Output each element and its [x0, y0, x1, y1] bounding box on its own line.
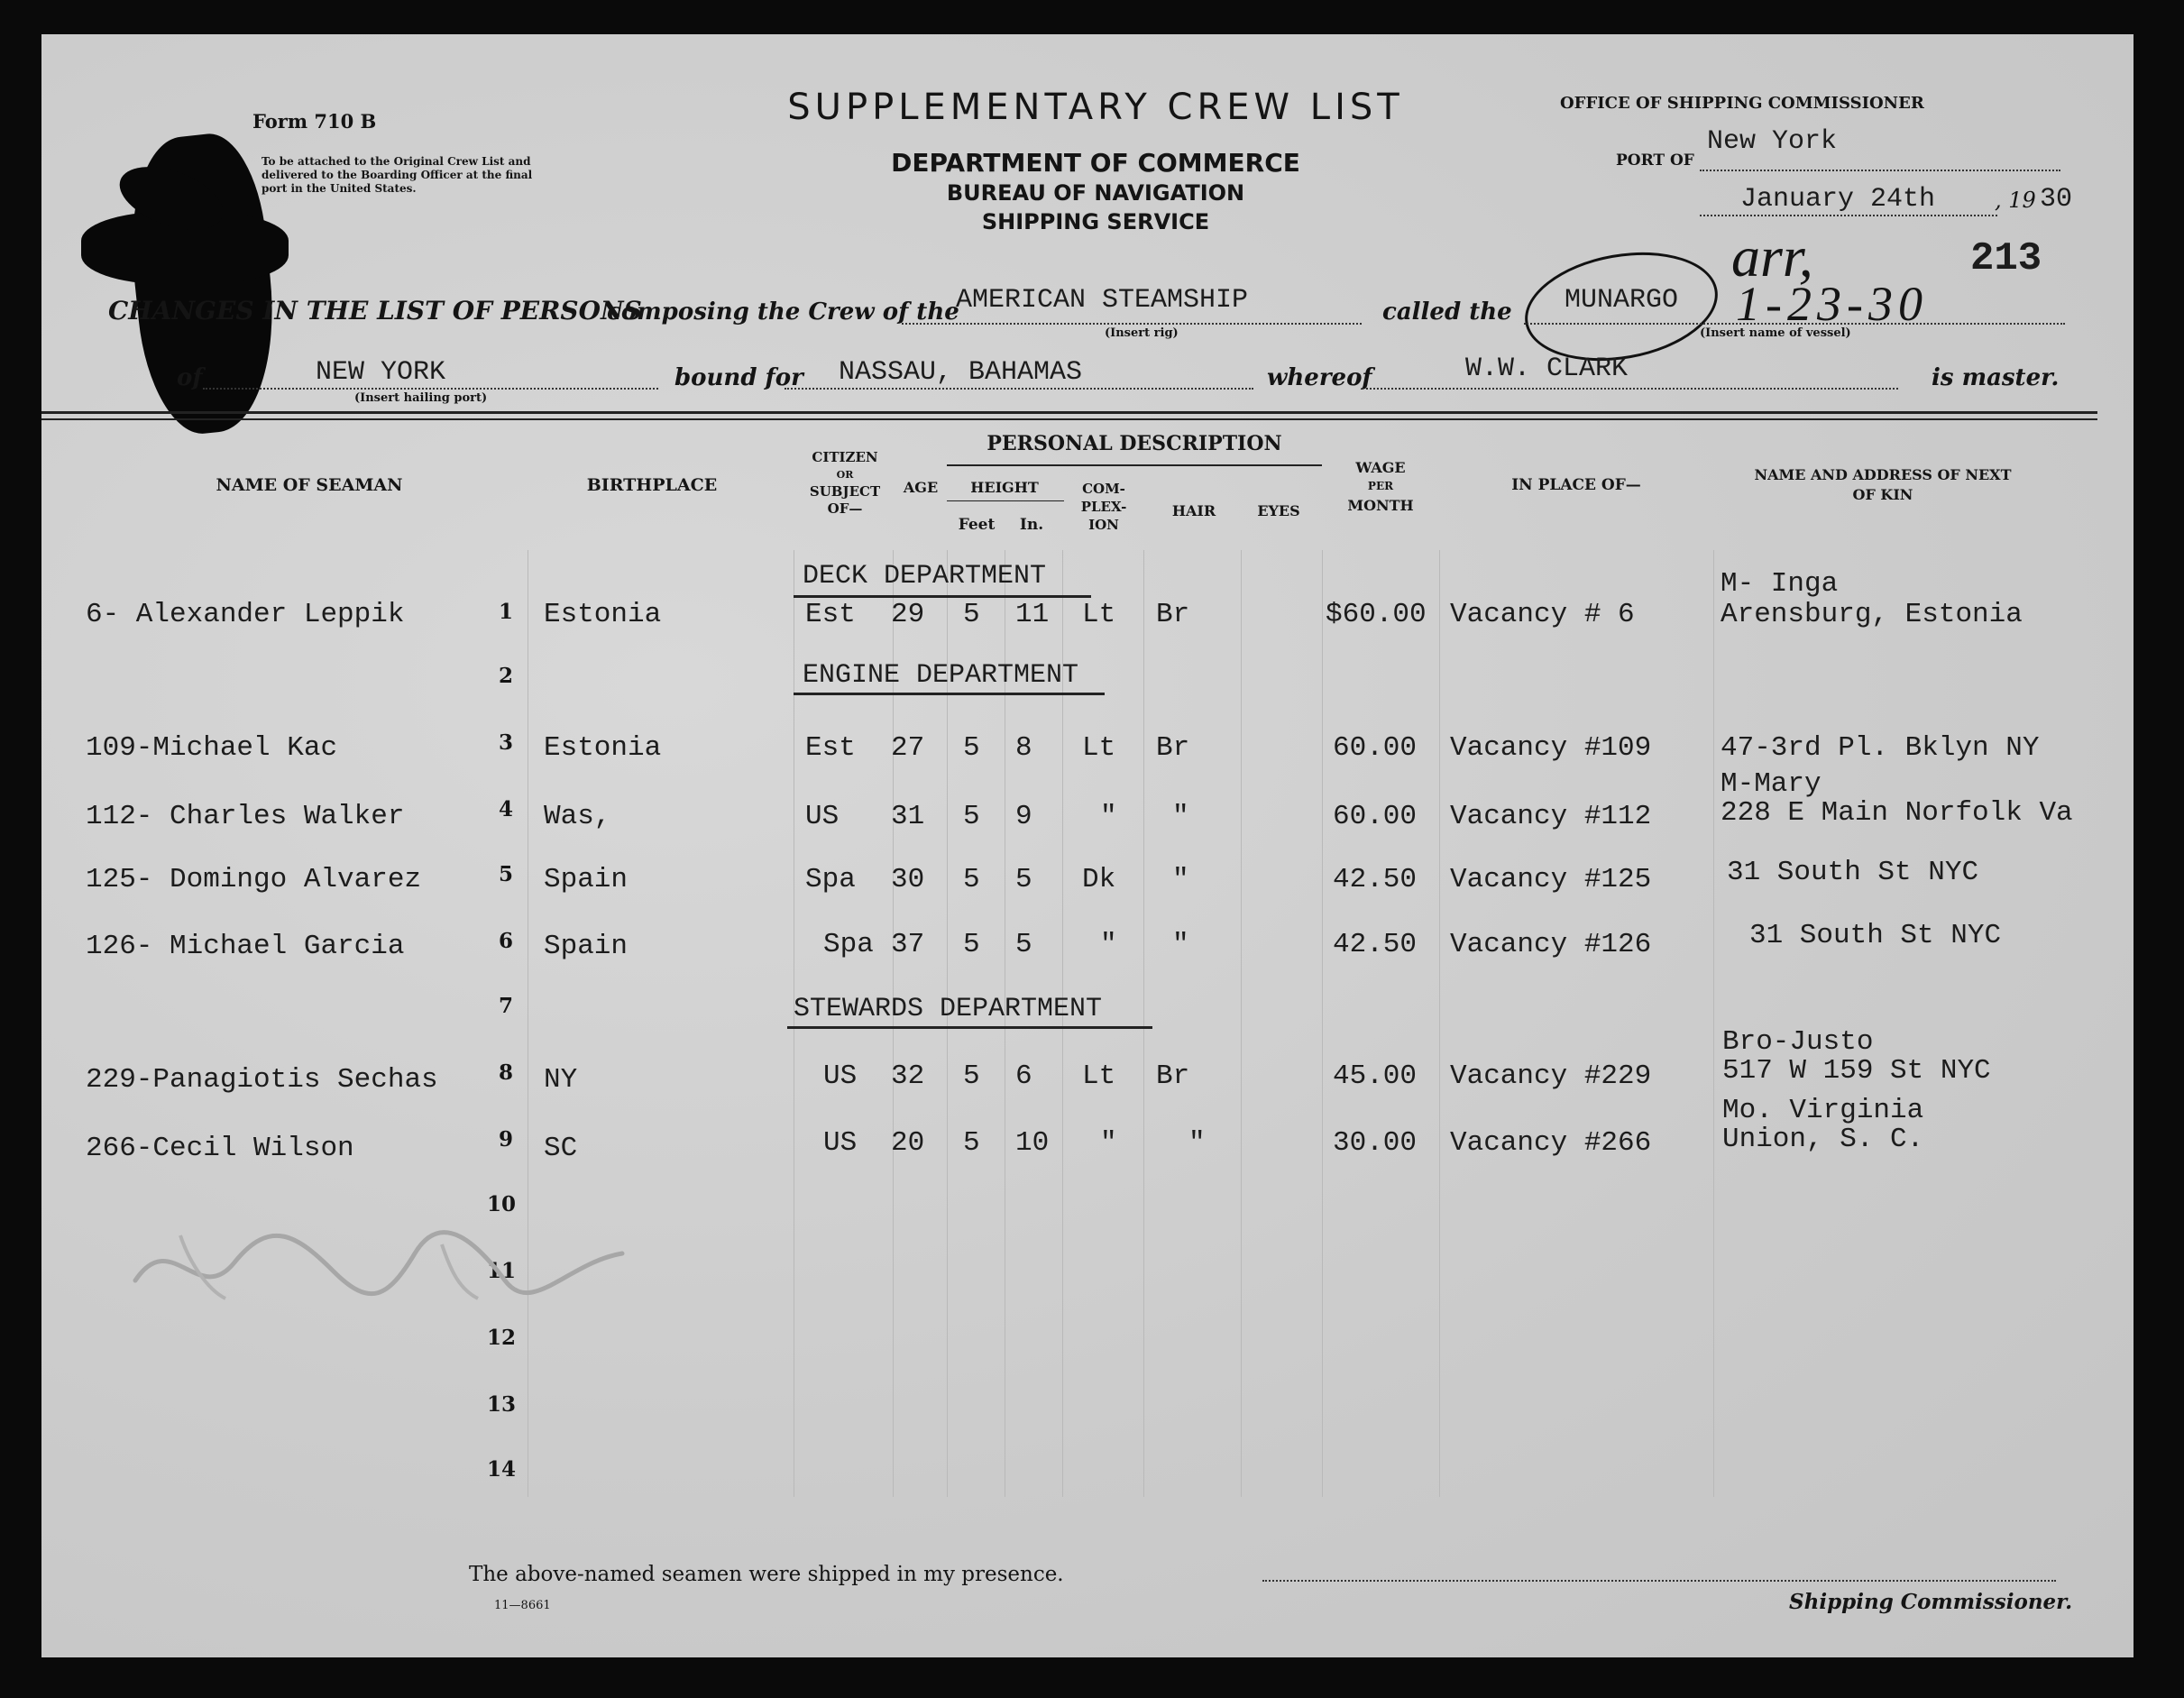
composing-label: composing the Crew of the — [607, 298, 959, 326]
vessel-hint: (Insert name of vessel) — [1700, 326, 1851, 340]
col-name-header: NAME OF SEAMAN — [216, 475, 403, 495]
date-dotted-line — [1700, 215, 1997, 216]
kin-line-1: Mo. Virginia — [1722, 1095, 1924, 1126]
hair: " — [1172, 929, 1189, 960]
col-wage-header: WAGE PER MONTH — [1347, 459, 1414, 514]
height-feet: 5 — [963, 599, 980, 630]
col-feet-header: Feet — [958, 516, 996, 534]
row-number: 8 — [499, 1060, 514, 1085]
wage: 30.00 — [1333, 1127, 1418, 1159]
form-title: SUPPLEMENTARY CREW LIST — [787, 87, 1404, 128]
kin-line-2: 517 W 159 St NYC — [1722, 1055, 1991, 1087]
row-number: 2 — [499, 664, 514, 688]
row-number: 11 — [487, 1259, 517, 1283]
row-number: 13 — [487, 1392, 517, 1417]
complexion: " — [1100, 801, 1117, 832]
stamp-number: 213 — [1970, 236, 2042, 281]
master-suffix: is master. — [1932, 364, 2060, 391]
kin-line-2: 47-3rd Pl. Bklyn NY — [1721, 732, 2040, 764]
in-place-of: Vacancy #126 — [1450, 929, 1652, 960]
row-number: 9 — [499, 1127, 514, 1152]
height-inches: 5 — [1015, 864, 1032, 895]
date-value: January 24th — [1740, 184, 1936, 215]
faded-signature — [117, 1208, 649, 1317]
age: 27 — [891, 732, 925, 764]
vessel-value: MUNARGO — [1565, 285, 1679, 316]
row-number: 5 — [499, 862, 514, 886]
height-inches: 5 — [1015, 929, 1032, 960]
birthplace: Was, — [544, 801, 611, 832]
birthplace: Estonia — [544, 732, 662, 764]
signature-dotted-line — [1262, 1580, 2056, 1582]
column-guide — [1241, 550, 1242, 1497]
complexion: Lt — [1082, 599, 1116, 630]
col-hair-header: HAIR — [1171, 502, 1216, 519]
office-label: OFFICE OF SHIPPING COMMISSIONER — [1560, 94, 1924, 113]
header-double-rule — [41, 411, 2097, 414]
of-label: of — [177, 364, 203, 391]
rig-dotted-line — [902, 323, 1362, 325]
master-dotted-line — [1362, 388, 1898, 390]
hair: " — [1172, 864, 1189, 895]
year-prefix: , 19 — [1995, 188, 2036, 213]
kin-line-2: 31 South St NYC — [1727, 857, 1979, 888]
port-value: New York — [1707, 126, 1838, 157]
hailing-hint: (Insert hailing port) — [354, 391, 488, 405]
col-age-header: AGE — [903, 479, 939, 496]
in-place-of: Vacancy #229 — [1450, 1060, 1652, 1092]
col-height-header: HEIGHT — [970, 479, 1039, 496]
col-birthplace-header: BIRTHPLACE — [586, 475, 718, 495]
complexion: Lt — [1082, 1060, 1116, 1092]
age: 32 — [891, 1060, 925, 1092]
row-number: 3 — [499, 730, 514, 755]
height-inches: 8 — [1015, 732, 1032, 764]
age: 37 — [891, 929, 925, 960]
bound-value: NASSAU, BAHAMAS — [839, 357, 1083, 388]
kin-line-1: M-Mary — [1721, 768, 1822, 800]
citizen-of: US — [823, 1127, 858, 1159]
height-inches: 10 — [1015, 1127, 1050, 1159]
form-number: Form 710 B — [252, 110, 377, 133]
col-complexion-header: COM- PLEX- ION — [1080, 481, 1127, 533]
hair: " — [1188, 1127, 1206, 1159]
height-rule — [947, 500, 1064, 501]
handwritten-arrival-date: 1-23-30 — [1736, 277, 1928, 331]
complexion: Dk — [1082, 864, 1116, 895]
row-number: 4 — [499, 797, 514, 821]
master-value: W.W. CLARK — [1465, 353, 1629, 384]
in-place-of: Vacancy #112 — [1450, 801, 1652, 832]
called-label: called the — [1382, 298, 1512, 326]
height-feet: 5 — [963, 864, 980, 895]
in-place-of: Vacancy # 6 — [1450, 599, 1635, 630]
hair: Br — [1156, 599, 1190, 630]
form-instruction: To be attached to the Original Crew List and delivered to the Boarding Officer at the final port in the United States. — [262, 155, 533, 195]
form-code: 11—8661 — [494, 1599, 551, 1612]
column-guide — [1439, 550, 1440, 1497]
hair: Br — [1156, 732, 1190, 764]
col-kin-header: NAME AND ADDRESS OF NEXT OF KIN — [1754, 466, 2012, 503]
kin-line-2: Union, S. C. — [1722, 1124, 1924, 1155]
personal-description-header: PERSONAL DESCRIPTION — [986, 432, 1282, 455]
birthplace: NY — [544, 1064, 578, 1096]
deck-department-heading: DECK DEPARTMENT — [803, 561, 1047, 592]
height-feet: 5 — [963, 1127, 980, 1159]
age: 20 — [891, 1127, 925, 1159]
col-eyes-header: EYES — [1257, 502, 1300, 519]
in-place-of: Vacancy #266 — [1450, 1127, 1652, 1159]
port-dotted-line — [1700, 170, 2060, 171]
height-feet: 5 — [963, 732, 980, 764]
citizen-of: US — [805, 801, 840, 832]
seaman-name: 112- Charles Walker — [86, 801, 405, 832]
row-number: 10 — [487, 1192, 517, 1216]
height-feet: 5 — [963, 801, 980, 832]
citizen-of: Spa — [823, 929, 874, 960]
column-guide — [1143, 550, 1144, 1497]
height-feet: 5 — [963, 929, 980, 960]
wage: 42.50 — [1333, 929, 1418, 960]
column-guide — [1713, 550, 1714, 1497]
height-inches: 11 — [1015, 599, 1050, 630]
bureau-name: BUREAU OF NAVIGATION — [946, 180, 1245, 206]
kin-line-2: 228 E Main Norfolk Va — [1721, 797, 2073, 829]
age: 30 — [891, 864, 925, 895]
changes-label: CHANGES IN THE LIST OF PERSONS — [108, 296, 642, 326]
citizen-of: Spa — [805, 864, 856, 895]
height-feet: 5 — [963, 1060, 980, 1092]
seaman-name: 6- Alexander Leppik — [86, 599, 405, 630]
age: 29 — [891, 599, 925, 630]
in-place-of: Vacancy #109 — [1450, 732, 1652, 764]
row-number: 12 — [487, 1326, 517, 1350]
hailing-port-value: NEW YORK — [316, 357, 446, 388]
column-guide — [1322, 550, 1323, 1497]
hair: Br — [1156, 1060, 1190, 1092]
port-label: PORT OF — [1616, 151, 1694, 170]
whereof-label: whereof — [1267, 364, 1372, 391]
col-citizen-header: CITIZEN OR SUBJECT OF— — [809, 449, 881, 517]
complexion: " — [1100, 929, 1117, 960]
citizen-of: Est — [805, 599, 856, 630]
kin-line-1: M- Inga — [1721, 568, 1839, 600]
shipped-statement: The above-named seamen were shipped in my presence. — [469, 1563, 1064, 1586]
birthplace: Spain — [544, 864, 629, 895]
service-name: SHIPPING SERVICE — [981, 209, 1210, 234]
hailing-dotted-line — [203, 388, 658, 390]
birthplace: Spain — [544, 931, 629, 962]
row-number: 14 — [487, 1457, 517, 1482]
row-number: 6 — [499, 929, 514, 953]
stewards-department-heading: STEWARDS DEPARTMENT — [794, 994, 1103, 1024]
engine-department-heading: ENGINE DEPARTMENT — [803, 660, 1079, 691]
in-place-of: Vacancy #125 — [1450, 864, 1652, 895]
kin-line-1: Bro-Justo — [1722, 1026, 1874, 1058]
height-inches: 6 — [1015, 1060, 1032, 1092]
seaman-name: 126- Michael Garcia — [86, 931, 405, 962]
birthplace: Estonia — [544, 599, 662, 630]
personal-description-rule — [947, 464, 1322, 466]
col-inches-header: In. — [1019, 516, 1044, 534]
seaman-name: 266-Cecil Wilson — [86, 1133, 354, 1164]
row-number: 1 — [499, 600, 514, 624]
col-in-place-header: IN PLACE OF— — [1511, 476, 1641, 494]
age: 31 — [891, 801, 925, 832]
kin-line-2: Arensburg, Estonia — [1721, 599, 2023, 630]
kin-line-2: 31 South St NYC — [1749, 920, 2002, 951]
row-number: 7 — [499, 994, 514, 1018]
bound-dotted-line — [785, 388, 1253, 390]
signature-label: Shipping Commissioner. — [1789, 1590, 2073, 1614]
seaman-name: 125- Domingo Alvarez — [86, 864, 422, 895]
stewards-department-underline — [787, 1026, 1152, 1029]
header-double-rule — [41, 418, 2097, 420]
wage: 42.50 — [1333, 864, 1418, 895]
birthplace: SC — [544, 1133, 578, 1164]
year-value: 30 — [2040, 184, 2073, 215]
height-inches: 9 — [1015, 801, 1032, 832]
seaman-name: 109-Michael Kac — [86, 732, 338, 764]
rig-hint: (Insert rig) — [1105, 326, 1179, 340]
vessel-dotted-line — [1524, 323, 2065, 325]
handwritten-arrival-note: arr, — [1731, 225, 1813, 289]
complexion: Lt — [1082, 732, 1116, 764]
rig-value: AMERICAN STEAMSHIP — [956, 285, 1249, 316]
deck-department-underline — [794, 595, 1091, 598]
seaman-name: 229-Panagiotis Sechas — [86, 1064, 438, 1096]
department-name: DEPARTMENT OF COMMERCE — [891, 148, 1300, 178]
hair: " — [1172, 801, 1189, 832]
citizen-of: Est — [805, 732, 856, 764]
bound-label: bound for — [674, 364, 803, 391]
complexion: " — [1100, 1127, 1117, 1159]
engine-department-underline — [794, 693, 1105, 695]
wage: $60.00 — [1326, 599, 1427, 630]
citizen-of: US — [823, 1060, 858, 1092]
wage: 60.00 — [1333, 732, 1418, 764]
wage: 45.00 — [1333, 1060, 1418, 1092]
wage: 60.00 — [1333, 801, 1418, 832]
